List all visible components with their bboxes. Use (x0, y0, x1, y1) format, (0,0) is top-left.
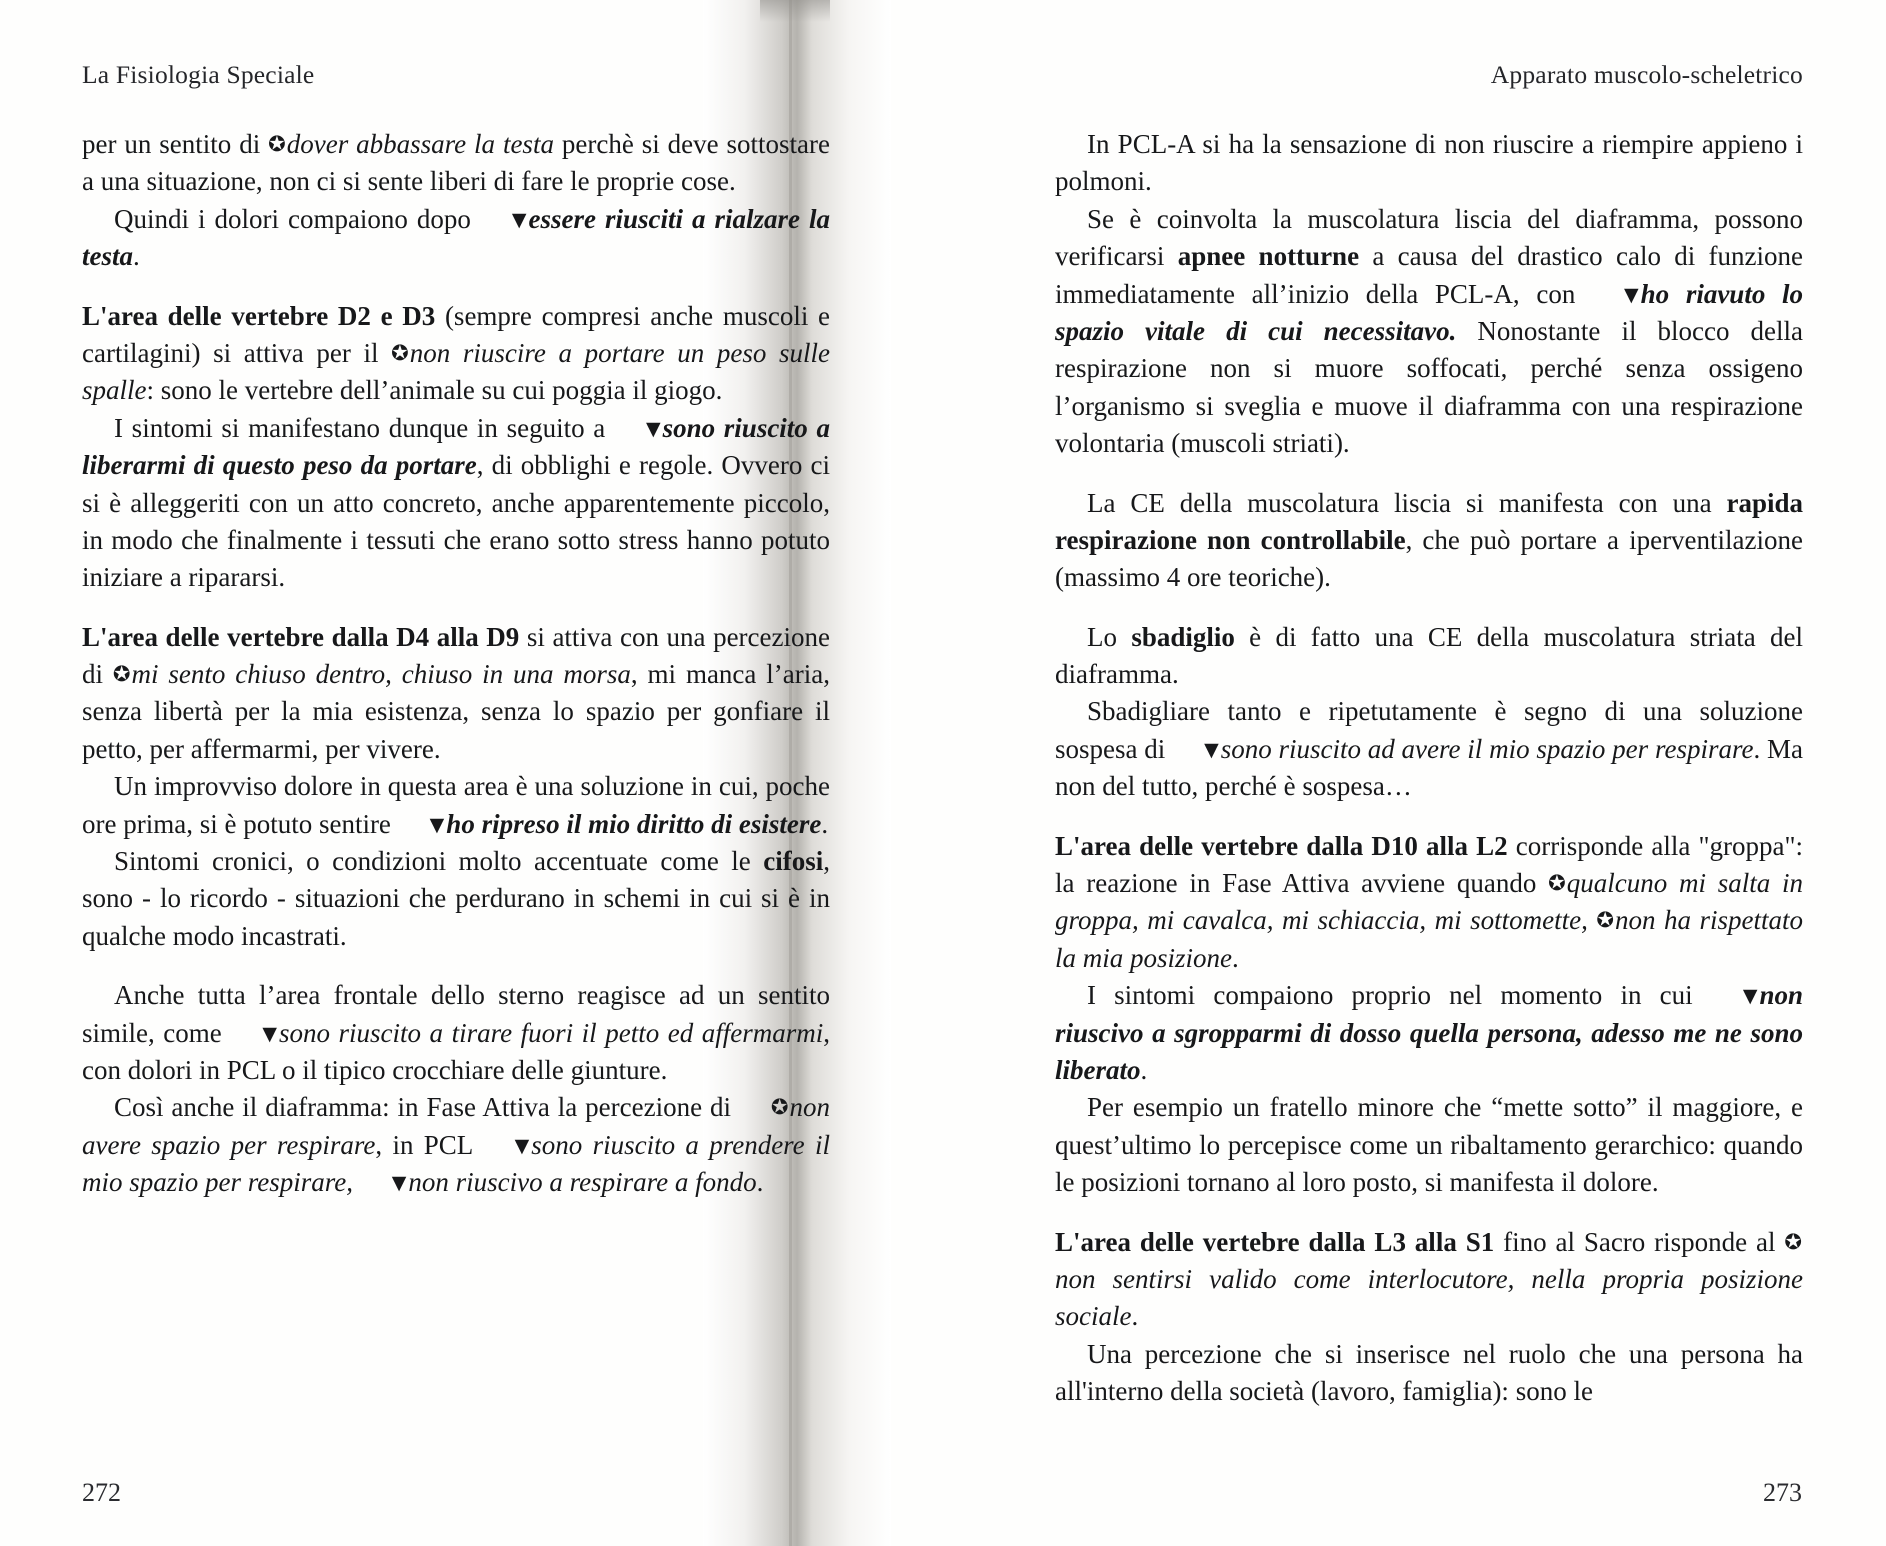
star-icon: ✪ (1548, 871, 1566, 896)
left-page-column (82, 60, 830, 1202)
paragraph: Così anche il diaframma: in Fase Attiva la percezione di ✪non avere spazio per respirare, in PCL ▼sono riuscito a prendere il mio spazio per respirare, ▼non riuscivo a respirare a fondo. (82, 1092, 830, 1198)
triangle-down-icon: ▼ (514, 1134, 530, 1157)
triangle-down-icon: ▼ (1624, 283, 1639, 306)
paragraph: L'area delle vertebre dalla D4 alla D9 si attiva con una percezione di ✪mi sento chiuso dentro, chiuso in una morsa, mi manca l’aria, senza libertà per la mia esistenza, senza lo spazio per gonfiare il petto, per affermarmi, per vivere. (82, 621, 830, 764)
gutter-top-shadow (760, 0, 830, 22)
paragraph: L'area delle vertebre dalla D10 alla L2 corrisponde alla "groppa": la reazione in Fase Attiva avviene quando ✪qualcuno mi salta in groppa, mi cavalca, mi schiaccia, mi sottomette, ✪non ha rispettato la mia posizione. (1055, 830, 1804, 973)
triangle-down-icon: ▼ (511, 208, 527, 231)
paragraph: Per esempio un fratello minore che “mette sotto” il maggiore, e quest’ultimo lo percepisce come un ribaltamento gerarchico: quando le posizioni tornano al loro posto, si manifesta il dolore. (1055, 1092, 1803, 1198)
star-icon: ✪ (391, 340, 409, 365)
triangle-down-icon: ▼ (391, 1172, 407, 1195)
triangle-down-icon: ▼ (645, 417, 661, 440)
right-page-body (1055, 126, 1803, 1411)
triangle-down-icon: ▼ (1742, 985, 1758, 1008)
paragraph: Sintomi cronici, o condizioni molto accentuate come le cifosi, sono - lo ricordo - situazioni che perdurano in schemi in cui si è in qualche modo incastrati. (82, 846, 830, 951)
paragraph: Se è coinvolta la muscolatura liscia del diaframma, possono verificarsi apnee notturne a causa del drastico calo di funzione immediatamente all’inizio della PCL-A, con ▼ho riavuto lo spazio vitale di cui necessitavo. Nonostante il blocco della respirazione non si muore soffocati, perché senza ossigeno l’organismo si sveglia e muove il diaframma con una respirazione volontaria (muscoli striati). (1055, 203, 1804, 459)
star-icon: ✪ (112, 662, 131, 687)
left-page-body (82, 126, 830, 1202)
running-head-right: Apparato muscolo-scheletrico (1490, 60, 1803, 89)
page-number-left: 272 (82, 1478, 121, 1507)
star-icon: ✪ (770, 1095, 789, 1120)
star-icon: ✪ (1596, 908, 1614, 933)
running-head-left: La Fisiologia Speciale (82, 60, 315, 89)
paragraph: I sintomi si manifestano dunque in seguito a ▼sono riuscito a liberarmi di questo peso da portare, di obblighi e regole. Ovvero ci si è alleggeriti con un atto concreto, anche apparentemente piccolo, in modo che finalmente i tessuti che erano sotto stress hanno potuto iniziare a ripararsi. (82, 412, 830, 593)
paragraph: L'area delle vertebre dalla L3 alla S1 fino al Sacro risponde al ✪non sentirsi valido come interlocutore, nella propria posizione sociale. (1055, 1226, 1803, 1332)
triangle-down-icon: ▼ (262, 1022, 277, 1045)
paragraph: I sintomi compaiono proprio nel momento in cui ▼non riuscivo a sgropparmi di dosso quella persona, adesso me ne sono liberato. (1055, 980, 1803, 1085)
paragraph: Quindi i dolori compaiono dopo ▼essere riusciti a rialzare la testa. (82, 203, 831, 272)
paragraph: per un sentito di ✪dover abbassare la testa perchè si deve sottostare a una situazione, non ci si sente liberi di fare le proprie cose. (82, 129, 830, 197)
star-icon: ✪ (1784, 1229, 1802, 1254)
right-page-column (1055, 60, 1803, 1411)
triangle-down-icon: ▼ (429, 813, 445, 836)
paragraph: Sbadigliare tanto e ripetutamente è segno di una soluzione sospesa di ▼sono riuscito ad avere il mio spazio per respirare. Ma non del tutto, perché è sospesa… (1055, 696, 1803, 802)
star-icon: ✪ (268, 132, 286, 156)
page-number-right: 273 (1763, 1478, 1802, 1507)
paragraph: In PCL-A si ha la sensazione di non riuscire a riempire appieno i polmoni. (1055, 129, 1803, 197)
paragraph: Una percezione che si inserisce nel ruolo che una persona ha all'interno della società (lavoro, famiglia): sono le (1055, 1338, 1803, 1407)
paragraph: L'area delle vertebre D2 e D3 (sempre compresi anche muscoli e cartilagini) si attiva per il ✪non riuscire a portare un peso sulle spalle: sono le vertebre dell’animale su cui poggia il giogo. (82, 300, 830, 406)
paragraph: Anche tutta l’area frontale dello sterno reagisce ad un sentito simile, come ▼sono riuscito a tirare fuori il petto ed affermarmi, con dolori in PCL o il tipico crocchiare delle giunture. (82, 980, 831, 1085)
paragraph: Lo sbadiglio è di fatto una CE della muscolatura striata del diaframma. (1055, 621, 1803, 690)
paragraph: La CE della muscolatura liscia si manifesta con una rapida respirazione non controllabile, che può portare a iperventilazione (massimo 4 ore teoriche). (1055, 487, 1803, 593)
triangle-down-icon: ▼ (1204, 738, 1219, 761)
paragraph: Un improvviso dolore in questa area è una soluzione in cui, poche ore prima, si è potuto sentire ▼ho ripreso il mio diritto di esistere. (82, 771, 830, 839)
